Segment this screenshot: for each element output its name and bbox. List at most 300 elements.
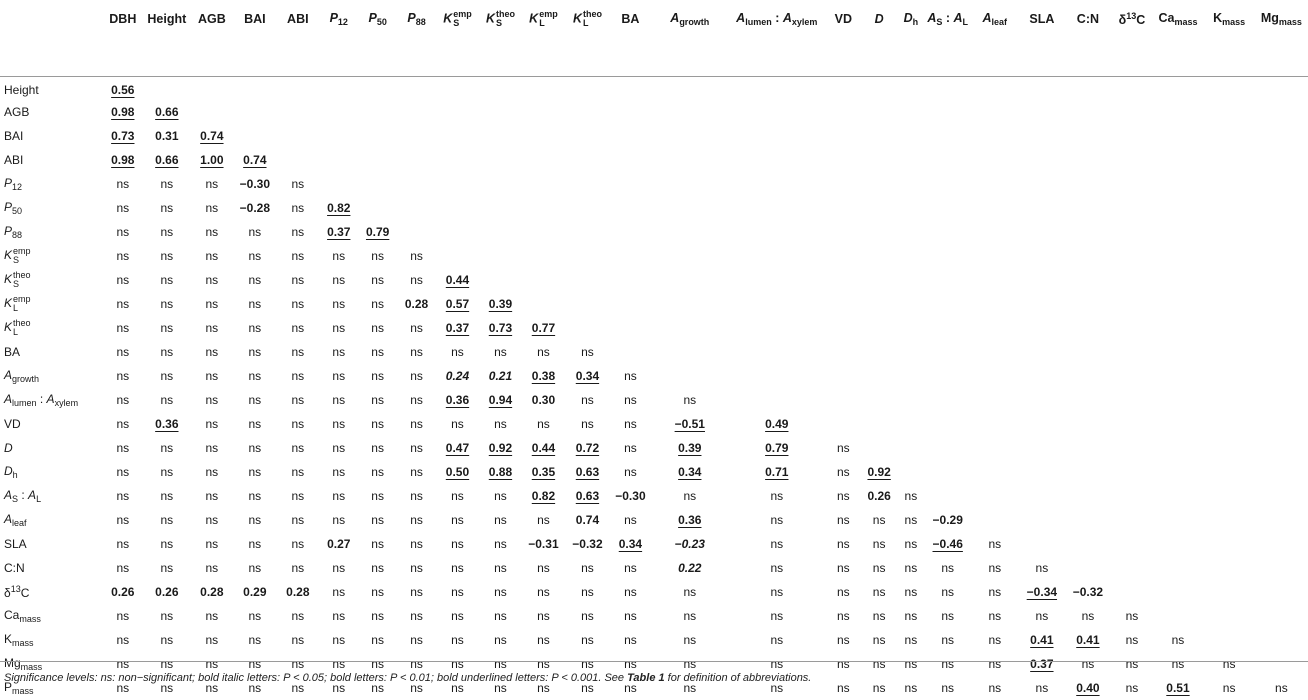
table-cell: ns bbox=[291, 537, 305, 551]
empty-cell bbox=[862, 292, 897, 316]
cell-value: 0.36 bbox=[155, 417, 179, 431]
cell-value: 0.50 bbox=[445, 465, 470, 479]
empty-cell bbox=[897, 364, 926, 388]
empty-cell bbox=[565, 124, 610, 148]
empty-cell bbox=[358, 76, 397, 100]
table-cell: ns bbox=[451, 513, 464, 527]
empty-cell bbox=[1111, 196, 1152, 220]
table-cell: ns bbox=[624, 609, 637, 623]
empty-cell bbox=[1255, 124, 1308, 148]
empty-cell bbox=[825, 76, 862, 100]
col-header-kmass: $K_{mass}$ bbox=[1213, 11, 1246, 27]
table-cell: ns bbox=[904, 609, 918, 623]
table-cell: ns bbox=[941, 609, 955, 623]
empty-cell bbox=[1111, 340, 1152, 364]
table-cell bbox=[1019, 628, 1064, 652]
empty-cell bbox=[925, 148, 970, 172]
table-cell: ns bbox=[836, 585, 850, 599]
empty-cell bbox=[610, 172, 651, 196]
table-cell: −0.28 bbox=[239, 201, 271, 215]
table-cell: ns bbox=[291, 201, 305, 215]
empty-cell bbox=[610, 196, 651, 220]
empty-cell bbox=[276, 148, 319, 172]
empty-cell bbox=[925, 244, 970, 268]
empty-cell bbox=[1204, 100, 1255, 124]
empty-cell bbox=[729, 100, 825, 124]
empty-cell bbox=[862, 436, 897, 460]
empty-cell bbox=[1255, 148, 1308, 172]
empty-cell bbox=[1111, 484, 1152, 508]
table-cell: ns bbox=[410, 561, 423, 575]
empty-cell bbox=[436, 196, 479, 220]
table-cell: ns bbox=[205, 249, 219, 263]
row-header-camass: $Ca_{mass}$ bbox=[4, 608, 41, 624]
col-header-alumen-axylem: $A_{lumen}$ : $A_{xylem}$ bbox=[736, 11, 818, 27]
empty-cell bbox=[970, 388, 1019, 412]
empty-cell bbox=[1111, 364, 1152, 388]
empty-cell bbox=[233, 76, 276, 100]
table-cell: ns bbox=[410, 489, 423, 503]
empty-cell bbox=[651, 172, 729, 196]
empty-cell bbox=[1152, 292, 1203, 316]
empty-cell bbox=[970, 484, 1019, 508]
empty-cell bbox=[522, 124, 565, 148]
table-cell bbox=[358, 220, 397, 244]
empty-cell bbox=[970, 124, 1019, 148]
empty-cell bbox=[397, 124, 436, 148]
empty-cell bbox=[1255, 604, 1308, 628]
row-header-kstheo: K theo S bbox=[4, 270, 31, 289]
empty-cell bbox=[1152, 340, 1203, 364]
empty-cell bbox=[610, 124, 651, 148]
table-cell: ns bbox=[1035, 681, 1049, 695]
table-cell: ns bbox=[494, 417, 507, 431]
table-cell: ns bbox=[494, 681, 507, 695]
empty-cell bbox=[1255, 652, 1308, 676]
table-cell: ns bbox=[770, 585, 784, 599]
empty-cell bbox=[1064, 460, 1111, 484]
empty-cell bbox=[1064, 292, 1111, 316]
table-cell bbox=[102, 124, 143, 148]
table-cell bbox=[522, 364, 565, 388]
table-cell bbox=[102, 148, 143, 172]
empty-cell bbox=[897, 436, 926, 460]
cell-value: 0.51 bbox=[1166, 681, 1190, 695]
col-header-aleaf: $A_{leaf}$ bbox=[982, 11, 1008, 27]
col-header-kltheo: K theo L bbox=[572, 9, 602, 28]
empty-cell bbox=[825, 292, 862, 316]
empty-cell bbox=[862, 124, 897, 148]
table-cell: ns bbox=[410, 417, 423, 431]
table-cell: ns bbox=[494, 345, 507, 359]
empty-cell bbox=[1111, 244, 1152, 268]
table-cell: ns bbox=[624, 465, 637, 479]
table-cell: ns bbox=[410, 249, 423, 263]
table-cell: ns bbox=[116, 633, 130, 647]
empty-cell bbox=[1111, 76, 1152, 100]
empty-cell bbox=[319, 76, 358, 100]
table-cell bbox=[479, 292, 522, 316]
table-cell: ns bbox=[410, 369, 423, 383]
empty-cell bbox=[565, 148, 610, 172]
empty-cell bbox=[862, 244, 897, 268]
table-row bbox=[0, 508, 1308, 532]
row-header-aleaf: $A_{leaf}$ bbox=[4, 512, 27, 528]
empty-cell bbox=[825, 196, 862, 220]
table-cell: ns bbox=[371, 681, 384, 695]
empty-cell bbox=[825, 244, 862, 268]
corner-cell bbox=[0, 0, 102, 38]
empty-cell bbox=[862, 364, 897, 388]
table-cell bbox=[522, 436, 565, 460]
table-cell: ns bbox=[371, 417, 384, 431]
col-header-mgmass: $Mg_{mass}$ bbox=[1260, 11, 1302, 27]
empty-cell bbox=[925, 292, 970, 316]
table-cell: ns bbox=[160, 393, 174, 407]
table-cell: ns bbox=[371, 609, 384, 623]
table-cell bbox=[479, 388, 522, 412]
table-cell: ns bbox=[1035, 609, 1049, 623]
empty-cell bbox=[970, 172, 1019, 196]
empty-cell bbox=[1064, 268, 1111, 292]
empty-cell bbox=[610, 340, 651, 364]
table-cell: −0.30 bbox=[615, 489, 646, 503]
table-cell: ns bbox=[904, 537, 918, 551]
table-cell bbox=[565, 484, 610, 508]
table-cell: ns bbox=[1125, 633, 1139, 647]
empty-cell bbox=[1019, 100, 1064, 124]
table-cell: ns bbox=[770, 537, 784, 551]
table-cell: ns bbox=[116, 537, 130, 551]
empty-cell bbox=[1152, 244, 1203, 268]
empty-cell bbox=[1111, 268, 1152, 292]
table-cell: ns bbox=[205, 657, 219, 671]
table-cell: ns bbox=[371, 633, 384, 647]
table-cell: ns bbox=[116, 369, 130, 383]
cell-value: 0.63 bbox=[575, 489, 600, 503]
table-cell: ns bbox=[904, 585, 918, 599]
table-cell: −0.32 bbox=[1072, 585, 1104, 599]
empty-cell bbox=[897, 148, 926, 172]
empty-cell bbox=[436, 100, 479, 124]
cell-value: 0.79 bbox=[765, 441, 789, 455]
cell-value: 0.98 bbox=[111, 153, 135, 167]
row-header-p50: $P_{50}$ bbox=[4, 200, 23, 216]
empty-cell bbox=[436, 244, 479, 268]
empty-cell bbox=[610, 148, 651, 172]
table-cell: ns bbox=[770, 609, 784, 623]
table-cell: ns bbox=[770, 681, 784, 695]
header-row bbox=[0, 0, 1308, 38]
cell-value: 0.36 bbox=[445, 393, 470, 407]
empty-cell bbox=[1064, 244, 1111, 268]
table-cell: ns bbox=[205, 633, 219, 647]
table-cell: ns bbox=[332, 465, 346, 479]
empty-cell bbox=[925, 196, 970, 220]
table-cell: ns bbox=[291, 417, 305, 431]
empty-cell bbox=[862, 148, 897, 172]
table-cell: ns bbox=[1222, 657, 1236, 671]
table-cell: ns bbox=[624, 657, 637, 671]
empty-cell bbox=[825, 148, 862, 172]
empty-cell bbox=[1204, 76, 1255, 100]
table-cell: 0.29 bbox=[243, 585, 267, 599]
empty-cell bbox=[970, 196, 1019, 220]
col-header-camass: $Ca_{mass}$ bbox=[1158, 11, 1198, 27]
table-cell: ns bbox=[116, 321, 130, 335]
empty-cell bbox=[825, 412, 862, 436]
table-cell: ns bbox=[1125, 681, 1139, 695]
cell-value: 0.73 bbox=[488, 321, 513, 335]
table-cell: ns bbox=[116, 657, 130, 671]
table-cell: ns bbox=[205, 345, 219, 359]
table-cell bbox=[143, 148, 190, 172]
table-cell: ns bbox=[451, 681, 464, 695]
empty-cell bbox=[1255, 412, 1308, 436]
table-cell: 0.22 bbox=[678, 561, 702, 575]
table-cell: ns bbox=[205, 441, 219, 455]
empty-cell bbox=[1064, 124, 1111, 148]
empty-cell bbox=[1255, 340, 1308, 364]
empty-cell bbox=[1064, 508, 1111, 532]
table-cell: ns bbox=[988, 657, 1002, 671]
table-cell: ns bbox=[537, 681, 550, 695]
empty-cell bbox=[925, 124, 970, 148]
empty-cell bbox=[651, 100, 729, 124]
empty-cell bbox=[610, 100, 651, 124]
table-cell: ns bbox=[836, 633, 850, 647]
table-cell: ns bbox=[941, 657, 955, 671]
table-cell: ns bbox=[291, 513, 305, 527]
empty-cell bbox=[1255, 580, 1308, 604]
table-cell: ns bbox=[371, 585, 384, 599]
table-cell: ns bbox=[205, 201, 219, 215]
empty-cell bbox=[276, 100, 319, 124]
empty-cell bbox=[276, 76, 319, 100]
table-cell: ns bbox=[205, 609, 219, 623]
row-header-agrowth: $A_{growth}$ bbox=[4, 368, 40, 384]
cell-value: 0.40 bbox=[1076, 681, 1100, 695]
table-cell: ns bbox=[941, 681, 955, 695]
empty-cell bbox=[1152, 172, 1203, 196]
empty-cell bbox=[1064, 76, 1111, 100]
empty-cell bbox=[897, 124, 926, 148]
empty-cell bbox=[1152, 532, 1203, 556]
empty-cell bbox=[897, 316, 926, 340]
table-cell: ns bbox=[904, 513, 918, 527]
empty-cell bbox=[1255, 460, 1308, 484]
table-cell: ns bbox=[160, 201, 174, 215]
cell-value: 0.74 bbox=[243, 153, 267, 167]
empty-cell bbox=[1064, 364, 1111, 388]
table-cell: −0.29 bbox=[932, 513, 963, 527]
table-row bbox=[0, 412, 1308, 436]
empty-cell bbox=[1204, 292, 1255, 316]
empty-cell bbox=[1111, 148, 1152, 172]
cell-value: 0.37 bbox=[327, 225, 351, 239]
table-cell: ns bbox=[116, 225, 130, 239]
table-cell: ns bbox=[988, 681, 1002, 695]
table-cell: ns bbox=[248, 537, 262, 551]
table-cell: ns bbox=[248, 657, 262, 671]
footnote-table-link[interactable]: Table 1 bbox=[627, 672, 665, 684]
empty-cell bbox=[1019, 172, 1064, 196]
row-header-p12: $P_{12}$ bbox=[4, 176, 23, 192]
empty-cell bbox=[1019, 316, 1064, 340]
table-cell: ns bbox=[451, 417, 464, 431]
empty-cell bbox=[651, 124, 729, 148]
col-header-p88: $P_{88}$ bbox=[407, 11, 426, 27]
table-cell: ns bbox=[248, 609, 262, 623]
table-cell: ns bbox=[988, 537, 1002, 551]
empty-cell bbox=[143, 76, 190, 100]
table-cell: ns bbox=[116, 249, 130, 263]
table-cell: ns bbox=[872, 537, 886, 551]
table-cell: ns bbox=[494, 513, 507, 527]
empty-cell bbox=[897, 412, 926, 436]
table-cell: ns bbox=[205, 369, 219, 383]
empty-cell bbox=[862, 172, 897, 196]
col-header-dbh: DBH bbox=[109, 12, 137, 26]
empty-cell bbox=[1204, 148, 1255, 172]
table-cell: ns bbox=[683, 657, 697, 671]
empty-cell bbox=[729, 172, 825, 196]
table-row bbox=[0, 388, 1308, 412]
empty-cell bbox=[1111, 220, 1152, 244]
empty-cell bbox=[1111, 124, 1152, 148]
table-cell: ns bbox=[904, 681, 918, 695]
table-cell: ns bbox=[683, 609, 697, 623]
empty-cell bbox=[1152, 196, 1203, 220]
table-cell: ns bbox=[410, 537, 423, 551]
table-cell: ns bbox=[537, 417, 550, 431]
table-row bbox=[0, 196, 1308, 220]
empty-cell bbox=[610, 76, 651, 100]
empty-cell bbox=[610, 316, 651, 340]
table-cell: 0.31 bbox=[155, 129, 179, 143]
table-cell: −0.23 bbox=[674, 537, 705, 551]
table-cell: ns bbox=[291, 465, 305, 479]
empty-cell bbox=[651, 220, 729, 244]
table-cell: ns bbox=[332, 369, 346, 383]
table-cell: ns bbox=[683, 585, 697, 599]
empty-cell bbox=[1019, 484, 1064, 508]
table-cell: ns bbox=[371, 369, 384, 383]
row-header-d: D bbox=[4, 441, 13, 455]
table-row bbox=[0, 172, 1308, 196]
empty-cell bbox=[1152, 508, 1203, 532]
empty-cell bbox=[1204, 508, 1255, 532]
empty-cell bbox=[1019, 412, 1064, 436]
empty-cell bbox=[233, 124, 276, 148]
empty-cell bbox=[970, 340, 1019, 364]
empty-cell bbox=[565, 76, 610, 100]
empty-cell bbox=[729, 268, 825, 292]
table-cell: ns bbox=[160, 537, 174, 551]
table-cell: ns bbox=[581, 681, 594, 695]
empty-cell bbox=[1255, 508, 1308, 532]
table-cell: ns bbox=[494, 585, 507, 599]
table-cell: ns bbox=[537, 561, 550, 575]
empty-cell bbox=[1111, 100, 1152, 124]
col-header-vd: VD bbox=[834, 12, 852, 26]
table-cell: ns bbox=[332, 417, 346, 431]
table-cell: ns bbox=[1275, 681, 1288, 695]
empty-cell bbox=[436, 148, 479, 172]
empty-cell bbox=[565, 100, 610, 124]
table-cell: ns bbox=[581, 393, 594, 407]
table-cell: ns bbox=[248, 249, 262, 263]
empty-cell bbox=[1255, 100, 1308, 124]
empty-cell bbox=[1255, 484, 1308, 508]
empty-cell bbox=[1064, 316, 1111, 340]
empty-cell bbox=[925, 268, 970, 292]
table-cell: 0.26 bbox=[867, 489, 891, 503]
table-cell bbox=[1064, 628, 1111, 652]
empty-cell bbox=[319, 172, 358, 196]
table-row bbox=[0, 148, 1308, 172]
empty-cell bbox=[522, 148, 565, 172]
empty-cell bbox=[897, 196, 926, 220]
col-header-klemp: K emp L bbox=[529, 9, 558, 28]
empty-cell bbox=[190, 100, 233, 124]
empty-cell bbox=[1019, 436, 1064, 460]
cell-value: 0.34 bbox=[618, 537, 643, 551]
empty-cell bbox=[825, 340, 862, 364]
empty-cell bbox=[1255, 76, 1308, 100]
table-cell: ns bbox=[160, 513, 174, 527]
empty-cell bbox=[1204, 604, 1255, 628]
table-cell: ns bbox=[332, 585, 346, 599]
table-cell: ns bbox=[332, 513, 346, 527]
empty-cell bbox=[862, 220, 897, 244]
empty-cell bbox=[1152, 220, 1203, 244]
row-header-alumen-axylem: $A_{lumen}$ : $A_{xylem}$ bbox=[4, 392, 79, 408]
empty-cell bbox=[479, 148, 522, 172]
empty-cell bbox=[1152, 580, 1203, 604]
col-header-p12: $P_{12}$ bbox=[329, 11, 348, 27]
table-cell bbox=[143, 100, 190, 124]
table-cell: ns bbox=[248, 369, 262, 383]
empty-cell bbox=[1152, 268, 1203, 292]
table-cell: 0.27 bbox=[327, 537, 351, 551]
empty-cell bbox=[1204, 532, 1255, 556]
table-cell: −0.30 bbox=[239, 177, 271, 191]
table-cell: ns bbox=[371, 273, 384, 287]
empty-cell bbox=[1064, 220, 1111, 244]
table-cell bbox=[233, 148, 276, 172]
empty-cell bbox=[897, 76, 926, 100]
empty-cell bbox=[862, 340, 897, 364]
table-cell: ns bbox=[872, 609, 886, 623]
cell-value: 0.63 bbox=[575, 465, 600, 479]
empty-cell bbox=[729, 340, 825, 364]
table-cell: ns bbox=[872, 585, 886, 599]
table-bottom-rule bbox=[0, 661, 1308, 662]
table-cell: ns bbox=[160, 609, 174, 623]
empty-cell bbox=[1111, 556, 1152, 580]
col-header-ksemp: K emp S bbox=[443, 9, 472, 28]
cell-value: 0.56 bbox=[111, 83, 135, 98]
table-cell bbox=[190, 148, 233, 172]
table-cell: ns bbox=[248, 561, 262, 575]
table-cell: ns bbox=[410, 513, 423, 527]
table-cell: ns bbox=[116, 177, 130, 191]
empty-cell bbox=[1255, 172, 1308, 196]
row-header-c-n: C:N bbox=[4, 561, 25, 575]
table-cell: ns bbox=[371, 657, 384, 671]
empty-cell bbox=[1019, 508, 1064, 532]
